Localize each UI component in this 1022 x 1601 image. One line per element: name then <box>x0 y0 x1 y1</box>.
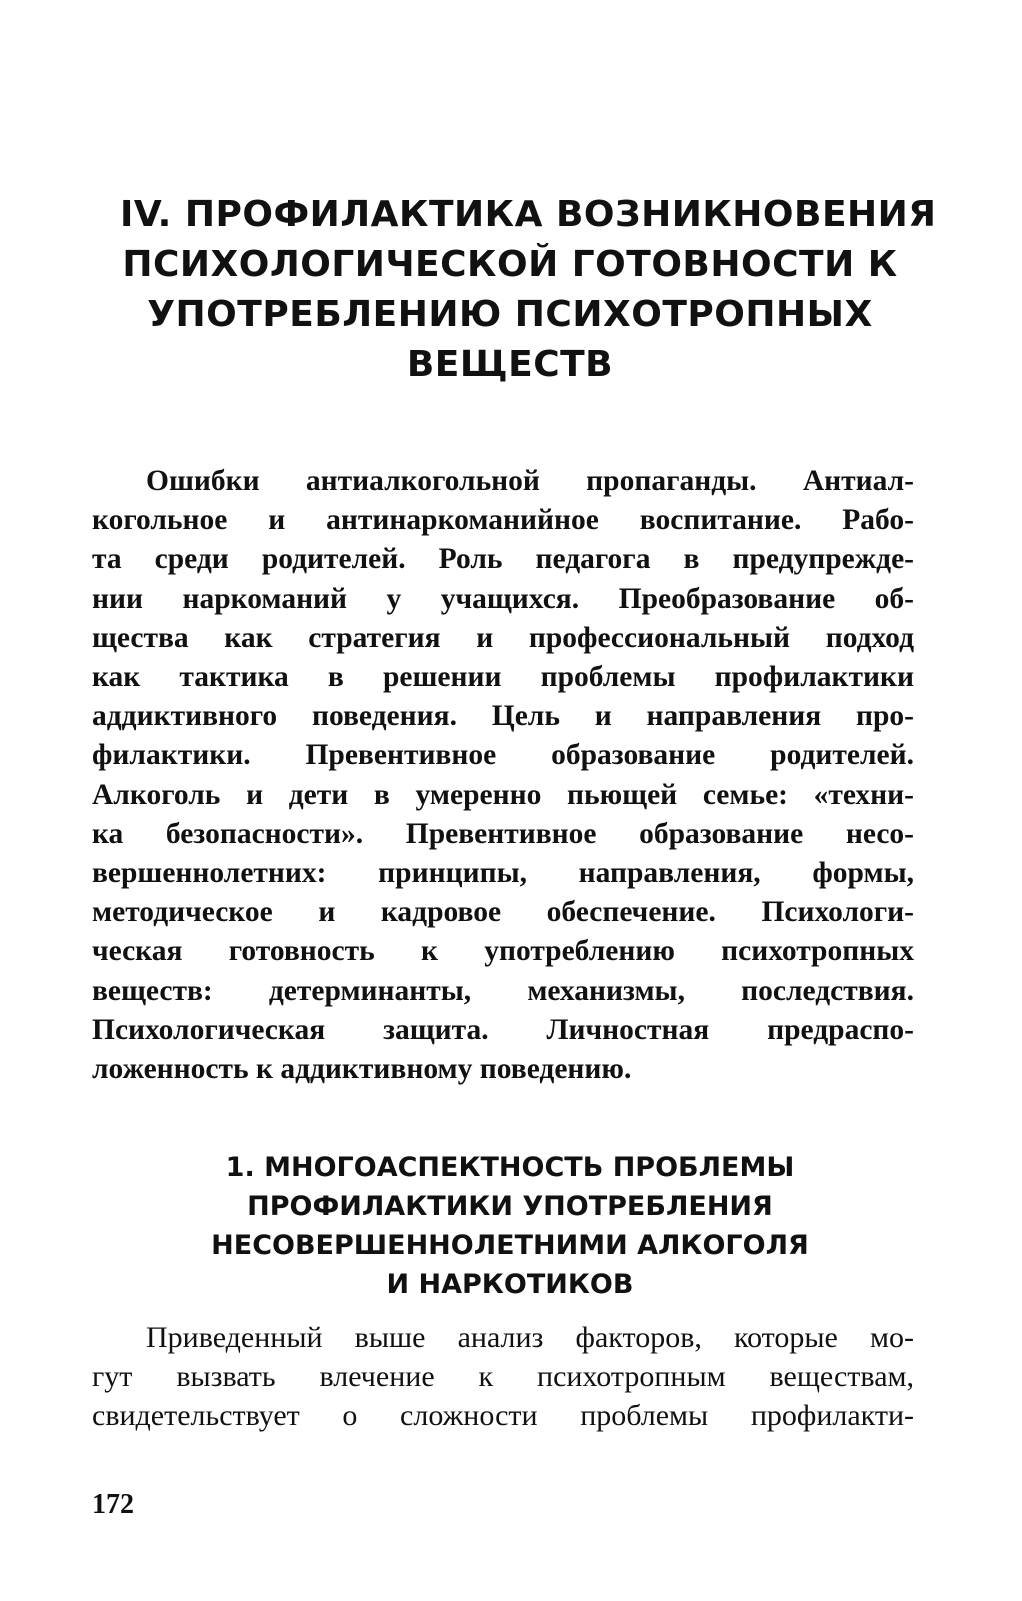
body-paragraph <box>92 1318 914 1435</box>
chapter-title-line: ВЕЩЕСТВ <box>406 344 614 385</box>
summary-line: когольное и антинаркоманийное воспитание. Рабо- <box>92 504 914 537</box>
summary-line: нии наркоманий у учащихся. Преобразование об- <box>92 582 914 615</box>
summary-line: ка безопасности». Превентивное образование несо- <box>92 817 914 850</box>
section-title-line: НЕСОВЕРШЕННОЛЕТНИМИ АЛКОГОЛЯ <box>211 1230 809 1261</box>
summary-line: как тактика в решении проблемы профилактики <box>92 661 914 694</box>
summary-line: Ошибки антиалкогольной пропаганды. Антиал- <box>146 465 914 497</box>
summary-line: филактики. Превентивное образование родителей. <box>92 739 914 772</box>
summary-line: методическое и кадровое обеспечение. Психологи- <box>92 896 914 929</box>
summary-line: ложенность к аддиктивному поведению. <box>92 1053 632 1086</box>
page-number: 172 <box>92 1489 134 1520</box>
chapter-summary <box>92 462 914 1089</box>
summary-line: Психологическая защита. Личностная предраспо- <box>92 1013 914 1046</box>
chapter-title-line: УПОТРЕБЛЕНИЮ ПСИХОТРОПНЫХ <box>147 294 873 335</box>
summary-line: щества как стратегия и профессиональный подход <box>92 621 914 654</box>
body-line: свидетельствует о сложности проблемы профилакти- <box>92 1399 914 1432</box>
chapter-title-line: ПСИХОЛОГИЧЕСКОЙ ГОТОВНОСТИ К <box>122 244 898 285</box>
body-line: гут вызвать влечение к психотропным веществам, <box>92 1360 914 1393</box>
summary-line: та среди родителей. Роль педагога в предупрежде- <box>92 543 914 576</box>
body-line: Приведенный выше анализ факторов, которые мо- <box>146 1321 914 1354</box>
summary-line: аддиктивного поведения. Цель и направления про- <box>92 700 914 733</box>
section-title-line: И НАРКОТИКОВ <box>386 1269 634 1300</box>
summary-line: Алкоголь и дети в умеренно пьющей семье: «техни- <box>92 778 914 811</box>
section-title-line: 1. МНОГОАСПЕКТНОСТЬ ПРОБЛЕМЫ <box>225 1152 795 1183</box>
summary-line: веществ: детерминанты, механизмы, последствия. <box>92 974 914 1007</box>
summary-line: ческая готовность к употреблению психотропных <box>92 935 914 968</box>
summary-line: вершеннолетних: принципы, направления, формы, <box>92 857 914 890</box>
section-title-line: ПРОФИЛАКТИКИ УПОТРЕБЛЕНИЯ <box>247 1191 773 1222</box>
chapter-title <box>120 190 937 390</box>
section-title <box>140 1148 880 1304</box>
chapter-title-line: IV. ПРОФИЛАКТИКА ВОЗНИКНОВЕНИЯ <box>120 194 937 235</box>
